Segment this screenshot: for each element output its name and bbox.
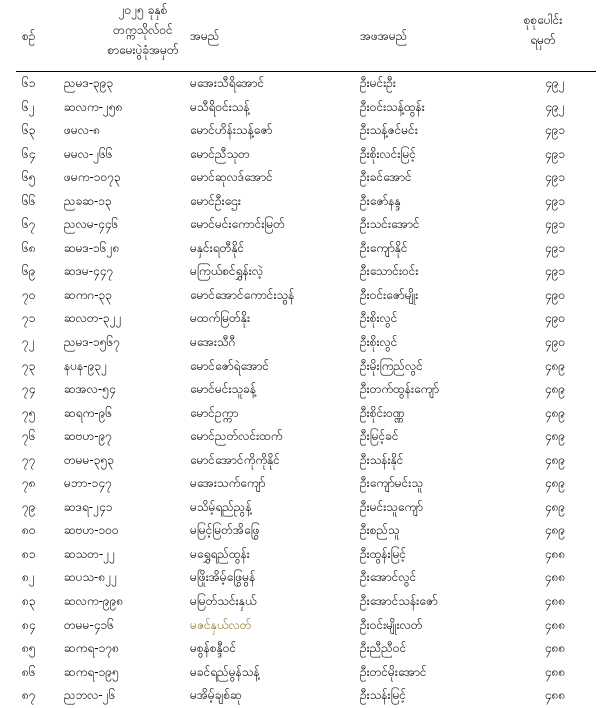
roll-number-cell: ညမဒ-၃၉၃ — [64, 76, 114, 90]
header-marks-line2: ရမှတ် — [530, 33, 556, 47]
serial-no-cell: ၇၃ — [22, 358, 36, 373]
total-marks-cell: ၄၉၀ — [544, 335, 566, 350]
student-name-cell: မောင်ညတ်လင်းထက် — [190, 429, 283, 444]
father-name-cell: ဦးသောင်းဝင်း — [360, 264, 419, 279]
father-name-cell: ဦးသန်းနိုင် — [360, 452, 404, 467]
student-name-cell: မစွန်စန္ဒီဝင် — [190, 641, 237, 656]
student-name-cell: မသိမ့်ရည်ညွန့် — [190, 499, 252, 514]
total-marks-cell: ၄၈၉ — [544, 476, 566, 491]
serial-no-cell: ၆၇ — [22, 217, 36, 232]
serial-no-cell: ၈၇ — [22, 688, 36, 703]
student-name-cell: မအေးသီရိအောင် — [190, 76, 265, 90]
serial-no-cell: ၈၀ — [22, 523, 36, 538]
total-marks-cell: ၄၈၈ — [544, 617, 566, 632]
table-row — [0, 614, 615, 638]
total-marks-cell: ၄၈၉ — [544, 358, 566, 373]
header-roll-number — [86, 0, 200, 60]
serial-no-cell: ၆၅ — [22, 170, 36, 185]
total-marks-cell: ၄၉၁ — [544, 217, 566, 232]
total-marks-cell: ၄၈၉ — [544, 429, 566, 444]
table-row — [0, 496, 615, 520]
father-name-cell: ဦးသင်းအောင် — [360, 217, 420, 232]
serial-no-cell: ၇၀ — [22, 287, 36, 302]
student-name-cell: မထက်မြတ်နိုး — [190, 311, 250, 326]
roll-number-cell: ဆကရ-၁၉၅ — [64, 664, 119, 679]
header-roll-line2: တက္ကသိုလ်ဝင် — [113, 23, 173, 37]
table-row — [0, 566, 615, 590]
table-row — [0, 425, 615, 449]
total-marks-cell: ၄၉၂ — [545, 99, 565, 114]
total-marks-cell: ၄၉၁ — [544, 193, 566, 208]
roll-number-cell: မမလ-၂၆၆ — [64, 146, 113, 161]
father-name-cell: ဦးဝင်းသန့်ထွန်း — [360, 99, 425, 114]
serial-no-cell: ၈၃ — [22, 594, 36, 609]
table-row — [0, 96, 615, 120]
roll-number-cell: ဖမက-၁၀၇၃ — [64, 170, 121, 185]
roll-number-cell: ဆဗဟ-၁၀၀ — [64, 523, 119, 538]
total-marks-cell: ၄၈၈ — [544, 570, 566, 585]
total-marks-cell: ၄၈၉ — [544, 382, 566, 397]
roll-number-cell: ဆလတ-၃၂၂ — [64, 311, 122, 326]
student-name-cell: မောင်ဇော်ရဲအောင် — [190, 358, 270, 373]
roll-number-cell: နပန-၉၃၂ — [64, 358, 107, 373]
roll-number-cell: ဆဗဟ-၉၇ — [64, 429, 113, 444]
header-father-name: အဖအမည် — [360, 29, 408, 43]
roll-number-cell: တမမ-၄၁၆ — [64, 617, 114, 632]
roll-number-cell: ဆအလ-၅၄ — [64, 382, 116, 397]
serial-no-cell: ၇၅ — [22, 405, 36, 420]
father-name-cell: ဦးကျော်မင်းသူ — [360, 476, 423, 491]
total-marks-cell: ၄၉၀ — [544, 311, 566, 326]
father-name-cell: ဦးမင်းသူကျော် — [360, 499, 423, 514]
roll-number-cell: ဆသတ-၂၂ — [64, 546, 116, 561]
serial-no-cell: ၆၄ — [22, 146, 36, 161]
father-name-cell: ဦးဝင်းဇော်မျိုး — [360, 287, 419, 302]
father-name-cell: ဦးတက်ထွန်းကျော် — [360, 382, 440, 397]
total-marks-cell: ၄၈၉ — [544, 405, 566, 420]
serial-no-cell: ၇၇ — [22, 452, 36, 467]
table-row — [0, 543, 615, 567]
student-name-cell: မောင်မင်းကောင်းမြတ် — [190, 217, 285, 232]
total-marks-cell: ၄၉၁ — [544, 264, 566, 279]
total-marks-cell: ၄၉၀ — [544, 287, 566, 302]
table-row — [0, 472, 615, 496]
roll-number-cell: ဆရက-၉၆ — [64, 405, 113, 420]
serial-no-cell: ၈၂ — [22, 570, 35, 585]
student-name-cell: မောင်ဥက္ကာ — [190, 405, 239, 420]
student-name-cell: မောင်အောင်ကောင်းသွန် — [190, 287, 295, 302]
father-name-cell: ဦးအောင်သန်းဇော် — [360, 594, 438, 609]
student-name-cell: မောင်ဦးဌေး — [190, 193, 241, 208]
table-row — [0, 590, 615, 614]
table-row — [0, 684, 615, 708]
student-name-cell: မအိမ့်ချစ်ဆု — [190, 688, 242, 703]
roll-number-cell: မဘာ-၁၄၇ — [64, 476, 112, 491]
total-marks-cell: ၄၉၁ — [544, 146, 566, 161]
student-name-cell: မောင်ညီသုတ — [190, 146, 250, 161]
father-name-cell: ဦးသန့်ဇင်မင်း — [360, 123, 418, 138]
serial-no-cell: ၇၂ — [22, 335, 35, 350]
total-marks-cell: ၄၈၈ — [544, 546, 566, 561]
father-name-cell: ဦးစိုးလွင် — [360, 311, 398, 326]
father-name-cell: ဦးအောင်လွင် — [360, 570, 417, 585]
student-name-cell: မမြတ်သင်းနှယ် — [190, 594, 257, 609]
table-row — [0, 166, 615, 190]
serial-no-cell: ၆၈ — [22, 240, 36, 255]
father-name-cell: ဦးခင်အောင် — [360, 170, 412, 185]
serial-no-cell: ၆၃ — [22, 123, 36, 138]
table-row — [0, 190, 615, 214]
student-name-cell: မဇင်နှယ်လတ် — [190, 617, 252, 632]
serial-no-cell: ၈၄ — [22, 617, 36, 632]
student-name-cell: မောင်မင်းသူခန့် — [190, 382, 257, 397]
total-marks-cell: ၄၈၉ — [544, 499, 566, 514]
father-name-cell: ဦးဇော်နန္ဒ — [360, 193, 401, 208]
serial-no-cell: ၇၄ — [22, 382, 36, 397]
roll-number-cell: ဆဒမ-၄၄၇ — [64, 264, 114, 279]
father-name-cell: ဦးမိုးကြည်လွင် — [360, 358, 423, 373]
header-name: အမည် — [190, 29, 220, 43]
student-name-cell: မောင်ဟိန်းသန့်ဇော် — [190, 123, 273, 138]
roll-number-cell: ညမဒ-၁၅၆၇ — [64, 335, 121, 350]
serial-no-cell: ၈၁ — [22, 546, 36, 561]
serial-no-cell: ၆၂ — [22, 99, 35, 114]
table-row — [0, 519, 615, 543]
serial-no-cell: ၈၅ — [22, 641, 36, 656]
serial-no-cell: ၆၆ — [22, 193, 36, 208]
father-name-cell: ဦးမြင့်ခင် — [360, 429, 399, 444]
header-roll-line3: စာမေးပွဲခုံအမှတ် — [107, 43, 179, 57]
table-row — [0, 402, 615, 426]
header-marks-line1: စုစုပေါင်း — [523, 13, 563, 27]
student-name-cell: မောင်အောင်ကိုကိုနိုင် — [190, 452, 280, 467]
roll-number-cell: ညလမ-၄၄၆ — [64, 217, 119, 232]
student-name-cell: မအေးသက်ကျော် — [190, 476, 266, 491]
roll-number-cell: ဆဒရ-၂၄၁ — [64, 499, 113, 514]
serial-no-cell: ၆၉ — [22, 264, 36, 279]
student-name-cell: မအေးသီဂီ — [190, 335, 236, 350]
serial-no-cell: ၆၁ — [22, 76, 36, 90]
serial-no-cell: ၇၁ — [22, 311, 36, 326]
results-table-body — [0, 72, 615, 708]
table-row — [0, 143, 615, 167]
total-marks-cell: ၄၈၈ — [544, 641, 566, 656]
roll-number-cell: ဆမဒ-၁၆၂၈ — [64, 240, 120, 255]
total-marks-cell: ၄၉၁ — [544, 240, 566, 255]
student-name-cell: မောင်ဆုလဒ်အောင် — [190, 170, 273, 185]
table-row — [0, 237, 615, 261]
table-row — [0, 355, 615, 379]
student-name-cell: မဖြိုးအိမ့်ဖြွေမွန် — [190, 570, 256, 585]
roll-number-cell: ဆကဂ-၃၃ — [64, 287, 113, 302]
father-name-cell: ဦးသန်းမြင့် — [360, 688, 407, 703]
total-marks-cell: ၄၈၉ — [544, 523, 566, 538]
serial-no-cell: ၇၈ — [22, 476, 36, 491]
serial-no-cell: ၇၉ — [22, 499, 36, 514]
father-name-cell: ဦးစိုးလွင် — [360, 335, 398, 350]
table-row — [0, 213, 615, 237]
total-marks-cell: ၄၈၈ — [544, 594, 566, 609]
father-name-cell: ဦးမင်းဦး — [360, 76, 396, 90]
header-total-marks — [498, 10, 588, 50]
father-name-cell: ဦးစည်သူ — [360, 523, 400, 538]
father-name-cell: ဦးညီညီဝင် — [360, 641, 407, 656]
father-name-cell: ဦးဝင်းမျိုးလတ် — [360, 617, 423, 632]
roll-number-cell: ဆလက-၂၅၈ — [64, 99, 123, 114]
father-name-cell: ဦးတင်မိုးအောင် — [360, 664, 427, 679]
roll-number-cell: ညဘလ-၂၆ — [64, 688, 116, 703]
student-name-cell: မရွှေရည်ထွန်း — [190, 546, 250, 561]
total-marks-cell: ၄၈၉ — [544, 452, 566, 467]
total-marks-cell: ၄၈၈ — [544, 664, 566, 679]
table-row — [0, 72, 615, 96]
table-row — [0, 260, 615, 284]
table-row — [0, 449, 615, 473]
total-marks-cell: ၄၉၁ — [544, 170, 566, 185]
roll-number-cell: ဆကရ-၁၇၈ — [64, 641, 119, 656]
table-row — [0, 307, 615, 331]
total-marks-cell: ၄၈၈ — [544, 688, 566, 703]
table-row — [0, 284, 615, 308]
father-name-cell: ဦးထွန်းမြင့် — [360, 546, 407, 561]
table-row — [0, 378, 615, 402]
serial-no-cell: ၇၆ — [22, 429, 36, 444]
roll-number-cell: ဖမလ-၈ — [64, 123, 101, 138]
roll-number-cell: ဆလက-၉၉၈ — [64, 594, 124, 609]
table-row — [0, 119, 615, 143]
table-row — [0, 661, 615, 685]
roll-number-cell: ညခဆ-၁၃ — [64, 193, 112, 208]
roll-number-cell: တမမ-၃၅၃ — [64, 452, 114, 467]
header-serial-no: စဉ် — [22, 29, 36, 43]
student-name-cell: မနှင်းရတီနိုင် — [190, 240, 245, 255]
serial-no-cell: ၈၆ — [22, 664, 36, 679]
table-row — [0, 637, 615, 661]
header-roll-line1: ၂၀၂၅ ခုနှစ် — [118, 3, 168, 17]
father-name-cell: ဦးကျော်နိုင် — [360, 240, 408, 255]
total-marks-cell: ၄၉၁ — [544, 123, 566, 138]
table-header — [0, 0, 615, 76]
father-name-cell: ဦးစိုင်းဝဏ္ဏ — [360, 405, 405, 420]
roll-number-cell: ဆပသ-၈၂၂ — [64, 570, 118, 585]
table-row — [0, 331, 615, 355]
student-name-cell: မခင်ရည်မွန်သန့် — [190, 664, 260, 679]
student-name-cell: မသီရိဝင်းသန့် — [190, 99, 250, 114]
father-name-cell: ဦးစိုးလင်းမြင့် — [360, 146, 416, 161]
student-name-cell: မမြင့်မြတ်အိဖြွေ — [190, 523, 260, 538]
total-marks-cell: ၄၉၂ — [545, 76, 565, 90]
student-name-cell: မကြယ်စင်ရွှန်းလဲ့ — [190, 264, 264, 279]
